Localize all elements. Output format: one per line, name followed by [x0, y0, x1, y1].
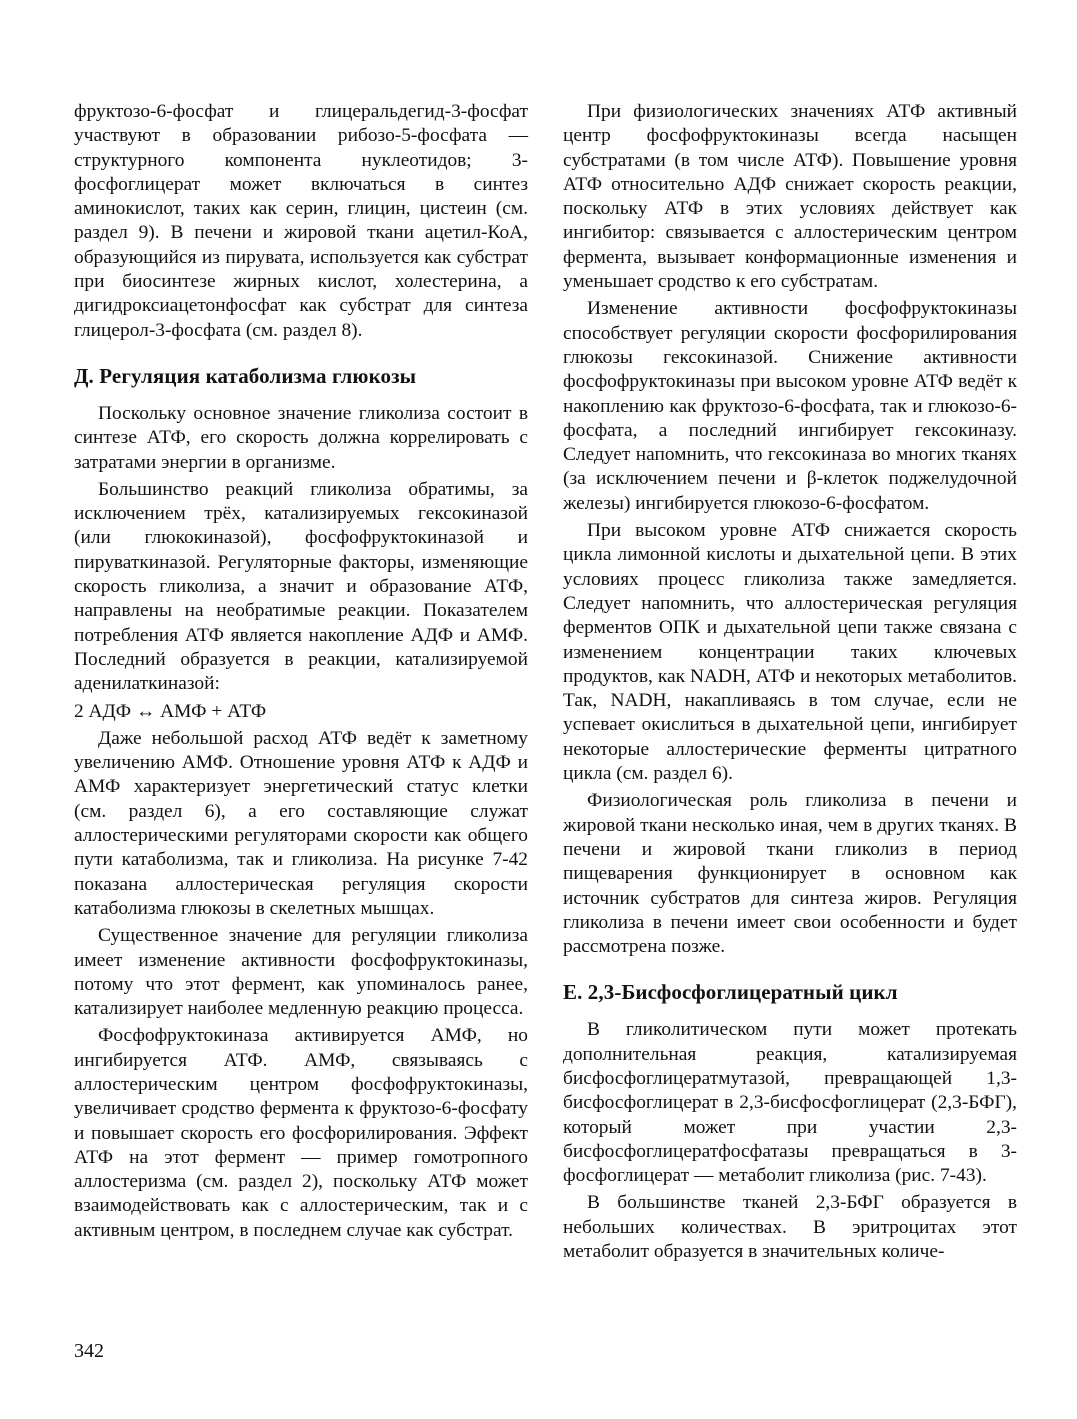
paragraph: Даже небольшой расход АТФ ведёт к заметному увеличению АМФ. Отношение уровня АТФ к АДФ и АМФ характеризует энергетический статус клетки (см. раздел 6), а его составляющие служат аллостерическими регуляторами скорости как общего пути катаболизма, так и гликолиза. На рисунке 7-42 показана аллостерическая регуляция скорости катаболизма глюкозы в скелетных мышцах. — [74, 727, 528, 919]
paragraph: Физиологическая роль гликолиза в печени и жировой ткани несколько иная, чем в других тканях. В печени и жировой ткани гликолиз в период пищеварения функционирует в основном как источник субстратов для синтеза жиров. Регуляция гликолиза в печени имеет свои особенности и будет рассмотрена позже. — [563, 790, 1017, 958]
paragraph: Изменение активности фосфофруктокиназы способствует регуляции скорости фосфорилирования глюкозы гексокиназой. Снижение активности фосфофруктокиназы при высоком уровне АТФ ведёт к накоплению как фруктозо-6-фосфата, так и глюкозо-6-фосфата, а последний ингибирует гексокиназу. Следует напомнить, что гексокиназа во многих тканях (за исключением печени и β-клеток поджелудочной железы) ингибируется глюкозо-6-фосфатом. — [563, 298, 1017, 514]
left-column — [74, 100, 528, 1246]
paragraph: В гликолитическом пути может протекать дополнительная реакция, катализируемая бисфосфоглицератмутазой, превращающей 1,3-бисфосфоглицерат в 2,3-бисфосфоглицерат (2,3-БФГ), который может при участии 2,3-бисфосфоглицератфосфатазы превращаться в 3-фосфоглицерат — метаболит гликолиза (рис. 7-43). — [563, 1019, 1017, 1187]
section-heading-d: Д. Регуляция катаболизма глюкозы — [74, 363, 417, 388]
right-column — [563, 100, 1017, 1267]
paragraph: Существенное значение для регуляции гликолиза имеет изменение активности фосфофруктокиназы, потому что этот фермент, как упоминалось ранее, катализирует наиболее медленную реакцию процесса. — [74, 925, 528, 1020]
paragraph: При физиологических значениях АТФ активный центр фосфофруктокиназы всегда насыщен субстратами (в том числе АТФ). Повышение уровня АТФ относительно АДФ снижает скорость реакции, поскольку АТФ в этих условиях действует как ингибитор: связывается с аллостерическим центром фермента, вызывает конформационные изменения и уменьшает сродство к его субстратам. — [563, 101, 1017, 293]
reaction-formula: 2 АДФ ↔ АМФ + АТФ — [74, 700, 267, 722]
paragraph: Поскольку основное значение гликолиза состоит в синтезе АТФ, его скорость должна коррелировать с затратами энергии в организме. — [74, 402, 528, 473]
section-heading-e: Е. 2,3-Бисфосфоглицератный цикл — [563, 980, 898, 1005]
page-number: 342 — [74, 1340, 104, 1362]
paragraph: При высоком уровне АТФ снижается скорость цикла лимонной кислоты и дыхательной цепи. В этих условиях процесс гликолиза также замедляется. Следует напомнить, что аллостерическая регуляция ферментов ОПК и дыхательной цепи также связана с изменением концентрации таких ключевых продуктов, как NADH, АТФ и некоторых метаболитов. Так, NADH, накапливаясь в том случае, если не успевает окислиться в дыхательной цепи, ингибирует некоторые аллостерические ферменты цитратного цикла (см. раздел 6). — [563, 520, 1017, 785]
paragraph: В большинстве тканей 2,3-БФГ образуется в небольших количествах. В эритроцитах этот метаболит образуется в значительных количе- — [563, 1192, 1017, 1263]
paragraph: Большинство реакций гликолиза обратимы, за исключением трёх, катализируемых гексокиназой (или глюкокиназой), фосфофруктокиназой и пируваткиназой. Регуляторные факторы, изменяющие скорость гликолиза, а значит и образование АТФ, направлены на необратимые реакции. Показателем потребления АТФ является накопление АДФ и АМФ. Последний образуется в реакции, катализируемой аденилаткиназой: — [74, 478, 528, 695]
paragraph-continued: фруктозо-6-фосфат и глицеральдегид-3-фосфат участвуют в образовании рибозо-5-фосфата — структурного компонента нуклеотидов; 3-фосфоглицерат может включаться в синтез аминокислот, таких как серин, глицин, цистеин (см. раздел 9). В печени и жировой ткани ацетил-КоА, образующийся из пирувата, используется как субстрат при биосинтезе жирных кислот, холестерина, а дигидроксиацетонфосфат как субстрат для синтеза глицерол-3-фосфата (см. раздел 8). — [74, 101, 528, 341]
paragraph: Фосфофруктокиназа активируется АМФ, но ингибируется АТФ. АМФ, связываясь с аллостерическим центром фосфофруктокиназы, увеличивает сродство фермента к фруктозо-6-фосфату и повышает скорость его фосфорилирования. Эффект АТФ на этот фермент — пример гомотропного аллостеризма (см. раздел 2), поскольку АТФ может взаимодействовать как с аллостерическим, так и с активным центром, в последнем случае как субстрат. — [74, 1025, 528, 1241]
